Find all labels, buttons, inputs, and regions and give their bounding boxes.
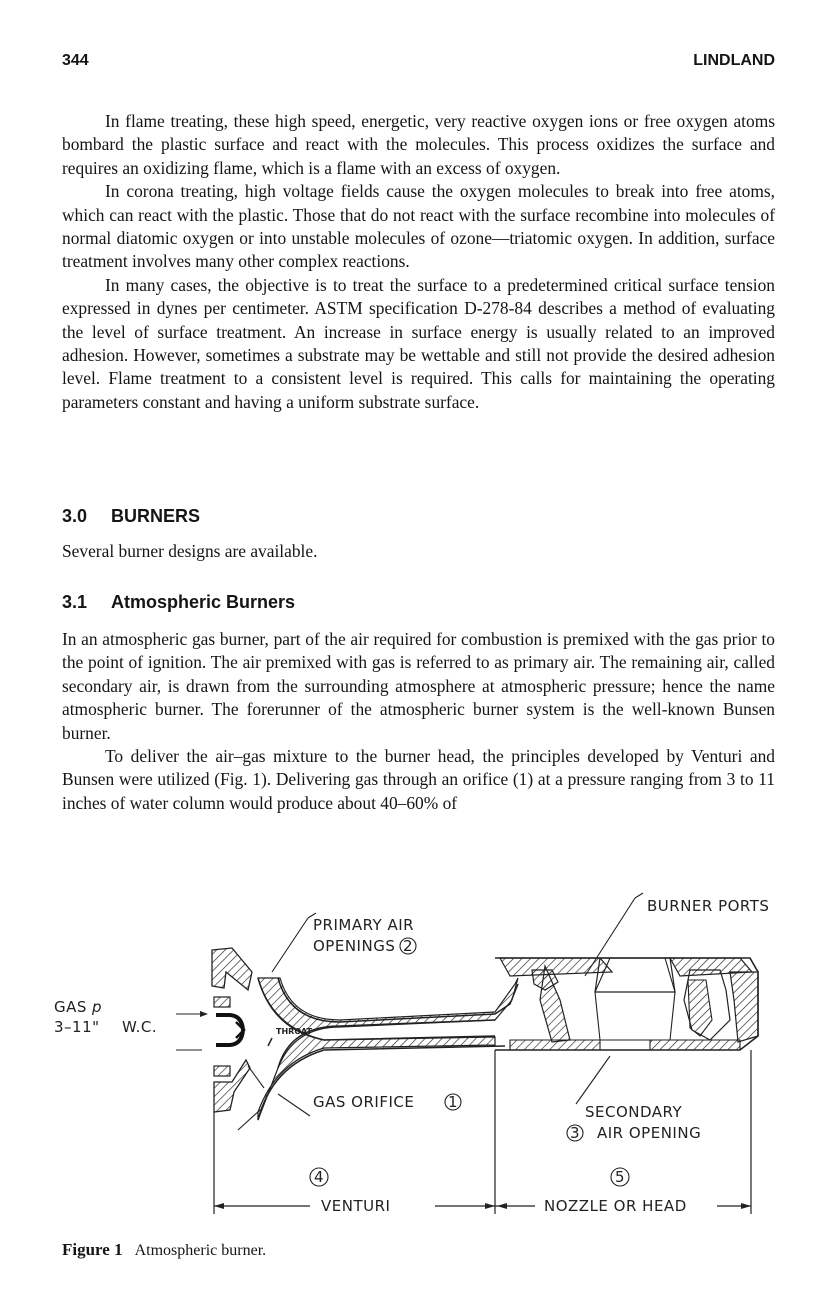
label-gas-range: 3–11" bbox=[54, 1018, 100, 1036]
paragraph: Several burner designs are available. bbox=[62, 541, 318, 561]
paragraph: In an atmospheric gas burner, part of the air required for combustion is premixed with the gas prior to the point of ignition. The air premixed with gas is referred to as primary air. The remaining air, called secondary air, is drawn from the surrounding atmosphere at atmospheric pressure; hence the name atmospheric burner. The forerunner of the atmospheric burner system is the well-known Bunsen burner. bbox=[62, 629, 775, 743]
label-air-opening: AIR OPENING bbox=[597, 1124, 702, 1142]
label-primary-air: PRIMARY AIR bbox=[313, 916, 415, 934]
section-number: 3.0 bbox=[62, 506, 88, 526]
section-number: 3.1 bbox=[62, 592, 88, 612]
figure-caption bbox=[62, 1240, 266, 1260]
section-3-0-text bbox=[62, 540, 775, 563]
paragraph: To deliver the air–gas mixture to the burner head, the principles developed by Venturi and Bunsen were utilized (Fig. 1). Delivering gas through an orifice (1) at a pressure ranging from 3 to 11 inches of water column would produce about 40–60% of bbox=[62, 746, 775, 813]
label-nozzle-or-head: NOZZLE OR HEAD bbox=[544, 1197, 687, 1215]
page-header bbox=[62, 52, 775, 76]
caption-text: Atmospheric burner. bbox=[134, 1242, 267, 1259]
primary-air-openings bbox=[212, 948, 252, 1112]
callout-3: 3 bbox=[570, 1124, 581, 1142]
label-secondary: SECONDARY bbox=[585, 1103, 683, 1121]
section-heading-3-0 bbox=[62, 506, 200, 527]
section-heading-3-1 bbox=[62, 592, 295, 613]
gas-orifice bbox=[216, 1015, 244, 1045]
label-venturi: VENTURI bbox=[321, 1197, 391, 1215]
label-throat: THROAT bbox=[276, 1027, 312, 1036]
burner-head bbox=[495, 958, 758, 1050]
label-gas-orifice: GAS ORIFICE bbox=[313, 1093, 415, 1111]
body-text bbox=[62, 110, 775, 414]
page-number: 344 bbox=[62, 52, 89, 69]
burner-figure bbox=[40, 880, 800, 1260]
atmospheric-burner-diagram bbox=[40, 880, 800, 1260]
running-head: LINDLAND bbox=[693, 52, 775, 69]
label-gas-pressure-symbol: p bbox=[92, 998, 103, 1016]
callout-5: 5 bbox=[615, 1168, 626, 1186]
section-3-1-text bbox=[62, 628, 775, 815]
section-title: BURNERS bbox=[111, 506, 201, 526]
callout-4: 4 bbox=[314, 1168, 325, 1186]
caption-number: Figure 1 bbox=[62, 1240, 123, 1259]
paragraph: In many cases, the objective is to treat the surface to a predetermined critical surface tension expressed in dynes per centimeter. ASTM specification D-278-84 describes a method of evaluating the level of surface treatment. An increase in surface energy is usually related to an improved adhesion. However, sometimes a substrate may be wettable and still not provide the desired adhesion level. Flame treatment to a consistent level is required. This calls for maintaining the operating parameters constant and having a uniform substrate surface. bbox=[62, 274, 775, 412]
label-water-column: W.C. bbox=[122, 1018, 158, 1036]
callout-1: 1 bbox=[448, 1093, 459, 1111]
label-burner-ports: BURNER PORTS bbox=[647, 897, 770, 915]
paragraph: In flame treating, these high speed, energetic, very reactive oxygen ions or free oxygen atoms bombard the plastic surface and react with the molecules. This process oxidizes the surface and requires an oxidizing flame, which is a flame with an excess of oxygen. bbox=[62, 111, 775, 178]
label-primary-air-openings: OPENINGS bbox=[313, 937, 396, 955]
paragraph: In corona treating, high voltage fields cause the oxygen molecules to break into free atoms, which can react with the plastic. Those that do not react with the surface recombine into molecules of normal diatomic oxygen or into unstable molecules of ozone—triatomic oxygen. In addition, surface treatment involves many other complex reactions. bbox=[62, 181, 775, 272]
section-title: Atmospheric Burners bbox=[111, 592, 296, 612]
label-gas: GAS bbox=[54, 998, 87, 1016]
callout-2: 2 bbox=[403, 937, 414, 955]
